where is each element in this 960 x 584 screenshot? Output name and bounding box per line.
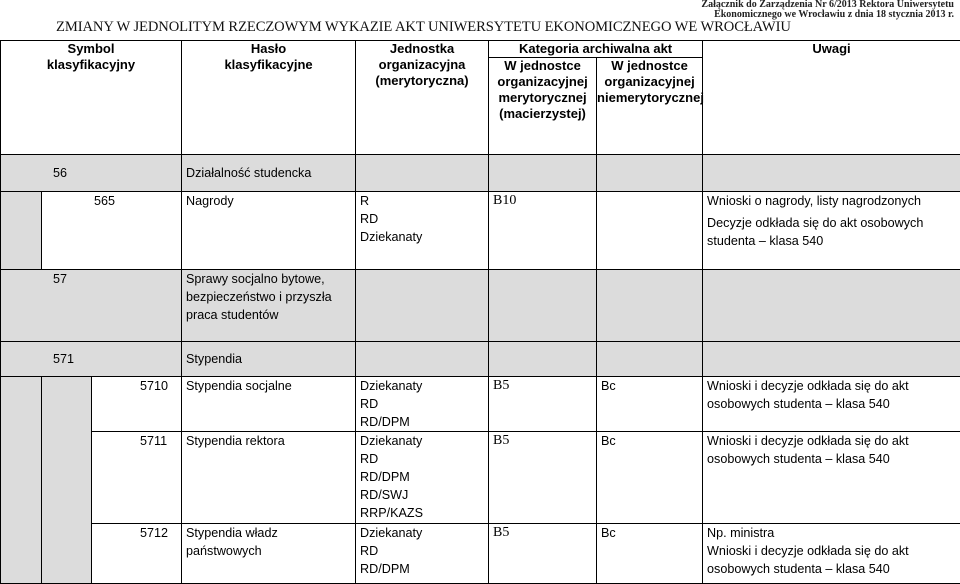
symbol-cell: 56: [1, 155, 182, 192]
uwagi-cell: Np. ministra Wnioski i decyzje odkłada się do akt osobowych studenta – klasa 540: [703, 524, 960, 584]
appendix-note-line1: Załącznik do Zarządzenia Nr 6/2013 Rektora Uniwersytetu: [701, 0, 954, 10]
appendix-note-line2: Ekonomicznego we Wrocławiu z dnia 18 stycznia 2013 r.: [701, 10, 954, 20]
haslo-cell: Działalność studencka: [182, 155, 356, 192]
table-row: [1, 270, 960, 342]
appendix-note: [701, 0, 954, 20]
jednostka-cell: Dziekanaty RD RD/DPM: [356, 524, 489, 584]
haslo-cell: Stypendia władz państwowych: [182, 524, 356, 584]
header-w-jednostce-niemerytorycznej: W jednostce organizacyjnej niemerytorycznej: [597, 58, 703, 155]
symbol-cell: 5710: [92, 377, 182, 432]
header-symbol: Symbol klasyfikacyjny: [1, 41, 182, 155]
haslo-cell: Stypendia: [182, 342, 356, 377]
kategoria-merytoryczna-cell: B5: [489, 377, 597, 432]
header-w-jednostce-merytorycznej: W jednostce organizacyjnej merytorycznej (macierzystej): [489, 58, 597, 155]
jednostka-cell: Dziekanaty RD RD/DPM: [356, 377, 489, 432]
table-row: [1, 524, 960, 584]
kategoria-niemerytoryczna-cell: Bc: [597, 524, 703, 584]
jednostka-cell: R RD Dziekanaty: [356, 192, 489, 270]
kategoria-niemerytoryczna-cell: Bc: [597, 377, 703, 432]
table-row: [1, 155, 960, 192]
header-kategoria: Kategoria archiwalna akt: [489, 41, 703, 58]
uwagi-cell: Wnioski i decyzje odkłada się do akt osobowych studenta – klasa 540: [703, 432, 960, 524]
kategoria-merytoryczna-cell: B5: [489, 524, 597, 584]
table-row: [1, 192, 960, 270]
jednostka-cell: Dziekanaty RD RD/DPM RD/SWJ RRP/KAZS: [356, 432, 489, 524]
uwagi-cell: Wnioski o nagrody, listy nagrodzonych Decyzje odkłada się do akt osobowych studenta – klasa 540: [703, 192, 960, 270]
kategoria-merytoryczna-cell: B10: [489, 192, 597, 270]
haslo-cell: Stypendia rektora: [182, 432, 356, 524]
symbol-cell: 565: [42, 192, 182, 270]
table-row: [1, 432, 960, 524]
records-table: [0, 40, 960, 584]
symbol-cell: 5712: [92, 524, 182, 584]
symbol-cell: 5711: [92, 432, 182, 524]
haslo-cell: Nagrody: [182, 192, 356, 270]
kategoria-merytoryczna-cell: B5: [489, 432, 597, 524]
uwagi-cell: Wnioski i decyzje odkłada się do akt osobowych studenta – klasa 540: [703, 377, 960, 432]
table-row: [1, 342, 960, 377]
haslo-cell: Stypendia socjalne: [182, 377, 356, 432]
table-row: [1, 377, 960, 432]
header-jednostka: Jednostka organizacyjna (merytoryczna): [356, 41, 489, 155]
symbol-cell: 571: [1, 342, 182, 377]
symbol-cell: 57: [1, 270, 182, 342]
header-uwagi: Uwagi: [703, 41, 960, 155]
kategoria-niemerytoryczna-cell: Bc: [597, 432, 703, 524]
page-title: ZMIANY W JEDNOLITYM RZECZOWYM WYKAZIE AKT UNIWERSYTETU EKONOMICZNEGO WE WROCŁAWIU: [56, 19, 791, 36]
haslo-cell: Sprawy socjalno bytowe, bezpieczeństwo i przyszła praca studentów: [182, 270, 356, 342]
header-haslo: Hasło klasyfikacyjne: [182, 41, 356, 155]
